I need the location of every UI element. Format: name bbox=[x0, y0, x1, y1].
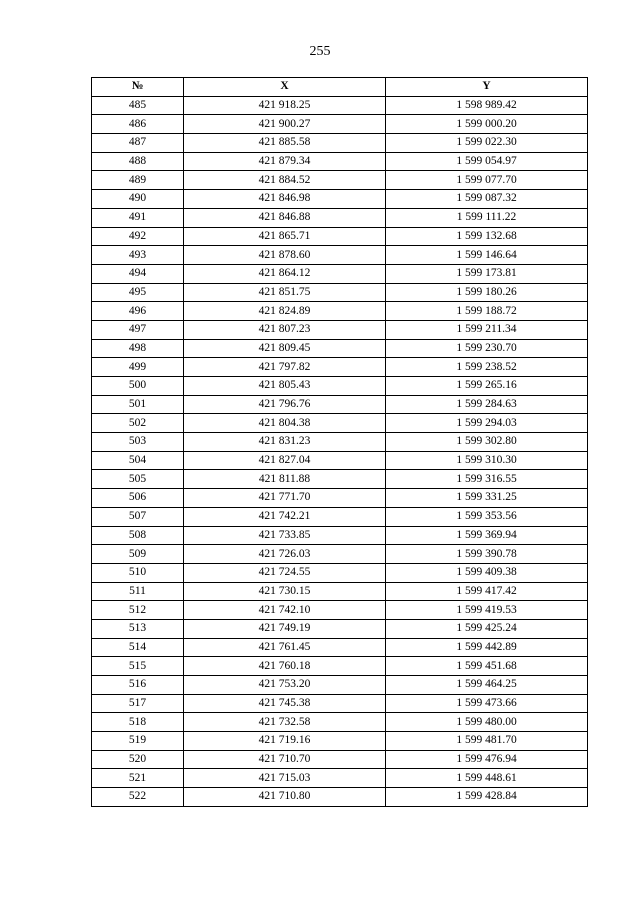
cell-y: 1 599 211.34 bbox=[386, 320, 588, 339]
table-row bbox=[92, 302, 588, 321]
coordinates-table bbox=[91, 77, 588, 807]
cell-x: 421 846.98 bbox=[184, 190, 386, 209]
table-body bbox=[92, 96, 588, 806]
cell-number: 491 bbox=[92, 208, 184, 227]
cell-number: 507 bbox=[92, 507, 184, 526]
cell-number: 492 bbox=[92, 227, 184, 246]
cell-x: 421 885.58 bbox=[184, 134, 386, 153]
cell-y: 1 599 265.16 bbox=[386, 377, 588, 396]
cell-number: 519 bbox=[92, 732, 184, 751]
cell-x: 421 730.15 bbox=[184, 582, 386, 601]
cell-number: 508 bbox=[92, 526, 184, 545]
table-row bbox=[92, 377, 588, 396]
table-row bbox=[92, 507, 588, 526]
table-row bbox=[92, 115, 588, 134]
cell-y: 1 599 302.80 bbox=[386, 433, 588, 452]
cell-y: 1 599 111.22 bbox=[386, 208, 588, 227]
header-number: № bbox=[92, 78, 184, 97]
cell-x: 421 760.18 bbox=[184, 657, 386, 676]
cell-number: 520 bbox=[92, 750, 184, 769]
cell-x: 421 724.55 bbox=[184, 563, 386, 582]
table-row bbox=[92, 601, 588, 620]
cell-x: 421 824.89 bbox=[184, 302, 386, 321]
cell-x: 421 733.85 bbox=[184, 526, 386, 545]
cell-x: 421 745.38 bbox=[184, 694, 386, 713]
table-row bbox=[92, 433, 588, 452]
cell-number: 509 bbox=[92, 545, 184, 564]
cell-y: 1 599 294.03 bbox=[386, 414, 588, 433]
cell-number: 518 bbox=[92, 713, 184, 732]
table-row bbox=[92, 638, 588, 657]
table-row bbox=[92, 526, 588, 545]
cell-number: 499 bbox=[92, 358, 184, 377]
cell-number: 511 bbox=[92, 582, 184, 601]
table-row bbox=[92, 657, 588, 676]
cell-x: 421 732.58 bbox=[184, 713, 386, 732]
table-row bbox=[92, 395, 588, 414]
cell-number: 489 bbox=[92, 171, 184, 190]
cell-number: 496 bbox=[92, 302, 184, 321]
cell-number: 487 bbox=[92, 134, 184, 153]
cell-y: 1 599 425.24 bbox=[386, 619, 588, 638]
cell-number: 504 bbox=[92, 451, 184, 470]
cell-number: 516 bbox=[92, 676, 184, 695]
cell-x: 421 715.03 bbox=[184, 769, 386, 788]
table-row bbox=[92, 676, 588, 695]
table-row bbox=[92, 264, 588, 283]
cell-y: 1 599 442.89 bbox=[386, 638, 588, 657]
table-row bbox=[92, 152, 588, 171]
table-row bbox=[92, 190, 588, 209]
table-row bbox=[92, 283, 588, 302]
cell-x: 421 710.70 bbox=[184, 750, 386, 769]
cell-x: 421 827.04 bbox=[184, 451, 386, 470]
header-y: Y bbox=[386, 78, 588, 97]
cell-y: 1 599 230.70 bbox=[386, 339, 588, 358]
cell-x: 421 879.34 bbox=[184, 152, 386, 171]
cell-y: 1 599 310.30 bbox=[386, 451, 588, 470]
cell-x: 421 804.38 bbox=[184, 414, 386, 433]
cell-y: 1 598 989.42 bbox=[386, 96, 588, 115]
cell-y: 1 599 417.42 bbox=[386, 582, 588, 601]
page-number: 255 bbox=[309, 44, 331, 59]
cell-number: 502 bbox=[92, 414, 184, 433]
cell-x: 421 771.70 bbox=[184, 489, 386, 508]
cell-x: 421 719.16 bbox=[184, 732, 386, 751]
cell-y: 1 599 473.66 bbox=[386, 694, 588, 713]
table-row bbox=[92, 713, 588, 732]
cell-x: 421 918.25 bbox=[184, 96, 386, 115]
cell-number: 498 bbox=[92, 339, 184, 358]
cell-number: 490 bbox=[92, 190, 184, 209]
cell-y: 1 599 188.72 bbox=[386, 302, 588, 321]
cell-x: 421 742.10 bbox=[184, 601, 386, 620]
cell-x: 421 805.43 bbox=[184, 377, 386, 396]
cell-y: 1 599 419.53 bbox=[386, 601, 588, 620]
cell-number: 501 bbox=[92, 395, 184, 414]
table-row bbox=[92, 451, 588, 470]
cell-number: 510 bbox=[92, 563, 184, 582]
cell-y: 1 599 451.68 bbox=[386, 657, 588, 676]
cell-number: 494 bbox=[92, 264, 184, 283]
table-row bbox=[92, 694, 588, 713]
cell-x: 421 797.82 bbox=[184, 358, 386, 377]
cell-x: 421 726.03 bbox=[184, 545, 386, 564]
cell-x: 421 884.52 bbox=[184, 171, 386, 190]
table-row bbox=[92, 732, 588, 751]
table-row bbox=[92, 208, 588, 227]
cell-x: 421 851.75 bbox=[184, 283, 386, 302]
table-row bbox=[92, 358, 588, 377]
cell-y: 1 599 409.38 bbox=[386, 563, 588, 582]
table-row bbox=[92, 582, 588, 601]
cell-y: 1 599 077.70 bbox=[386, 171, 588, 190]
table-row bbox=[92, 96, 588, 115]
cell-y: 1 599 464.25 bbox=[386, 676, 588, 695]
table-row bbox=[92, 227, 588, 246]
table-row bbox=[92, 489, 588, 508]
cell-number: 517 bbox=[92, 694, 184, 713]
cell-x: 421 878.60 bbox=[184, 246, 386, 265]
cell-y: 1 599 087.32 bbox=[386, 190, 588, 209]
cell-x: 421 831.23 bbox=[184, 433, 386, 452]
cell-y: 1 599 476.94 bbox=[386, 750, 588, 769]
cell-y: 1 599 369.94 bbox=[386, 526, 588, 545]
cell-number: 488 bbox=[92, 152, 184, 171]
cell-y: 1 599 146.64 bbox=[386, 246, 588, 265]
cell-y: 1 599 284.63 bbox=[386, 395, 588, 414]
cell-number: 505 bbox=[92, 470, 184, 489]
table-row bbox=[92, 563, 588, 582]
table-row bbox=[92, 134, 588, 153]
cell-x: 421 807.23 bbox=[184, 320, 386, 339]
cell-x: 421 865.71 bbox=[184, 227, 386, 246]
cell-y: 1 599 022.30 bbox=[386, 134, 588, 153]
cell-y: 1 599 173.81 bbox=[386, 264, 588, 283]
table-row bbox=[92, 171, 588, 190]
table-row bbox=[92, 619, 588, 638]
cell-y: 1 599 054.97 bbox=[386, 152, 588, 171]
table-row bbox=[92, 414, 588, 433]
cell-x: 421 811.88 bbox=[184, 470, 386, 489]
cell-y: 1 599 481.70 bbox=[386, 732, 588, 751]
cell-number: 515 bbox=[92, 657, 184, 676]
cell-x: 421 846.88 bbox=[184, 208, 386, 227]
cell-x: 421 900.27 bbox=[184, 115, 386, 134]
table-row bbox=[92, 470, 588, 489]
table-row bbox=[92, 320, 588, 339]
cell-number: 512 bbox=[92, 601, 184, 620]
cell-number: 497 bbox=[92, 320, 184, 339]
table-header-row bbox=[92, 78, 588, 97]
table-row bbox=[92, 788, 588, 807]
cell-number: 485 bbox=[92, 96, 184, 115]
cell-y: 1 599 238.52 bbox=[386, 358, 588, 377]
cell-y: 1 599 316.55 bbox=[386, 470, 588, 489]
cell-number: 506 bbox=[92, 489, 184, 508]
header-x: X bbox=[184, 78, 386, 97]
cell-number: 522 bbox=[92, 788, 184, 807]
cell-number: 521 bbox=[92, 769, 184, 788]
cell-x: 421 864.12 bbox=[184, 264, 386, 283]
cell-y: 1 599 448.61 bbox=[386, 769, 588, 788]
cell-x: 421 742.21 bbox=[184, 507, 386, 526]
cell-y: 1 599 132.68 bbox=[386, 227, 588, 246]
cell-y: 1 599 180.26 bbox=[386, 283, 588, 302]
table-row bbox=[92, 545, 588, 564]
cell-y: 1 599 480.00 bbox=[386, 713, 588, 732]
table-row bbox=[92, 769, 588, 788]
cell-x: 421 753.20 bbox=[184, 676, 386, 695]
cell-x: 421 796.76 bbox=[184, 395, 386, 414]
table-row bbox=[92, 339, 588, 358]
cell-number: 493 bbox=[92, 246, 184, 265]
cell-number: 495 bbox=[92, 283, 184, 302]
cell-number: 503 bbox=[92, 433, 184, 452]
cell-number: 514 bbox=[92, 638, 184, 657]
cell-x: 421 710.80 bbox=[184, 788, 386, 807]
cell-number: 500 bbox=[92, 377, 184, 396]
table-row bbox=[92, 750, 588, 769]
cell-y: 1 599 331.25 bbox=[386, 489, 588, 508]
cell-x: 421 809.45 bbox=[184, 339, 386, 358]
cell-x: 421 749.19 bbox=[184, 619, 386, 638]
cell-y: 1 599 390.78 bbox=[386, 545, 588, 564]
table-row bbox=[92, 246, 588, 265]
cell-y: 1 599 353.56 bbox=[386, 507, 588, 526]
cell-number: 486 bbox=[92, 115, 184, 134]
cell-number: 513 bbox=[92, 619, 184, 638]
cell-x: 421 761.45 bbox=[184, 638, 386, 657]
cell-y: 1 599 428.84 bbox=[386, 788, 588, 807]
cell-y: 1 599 000.20 bbox=[386, 115, 588, 134]
